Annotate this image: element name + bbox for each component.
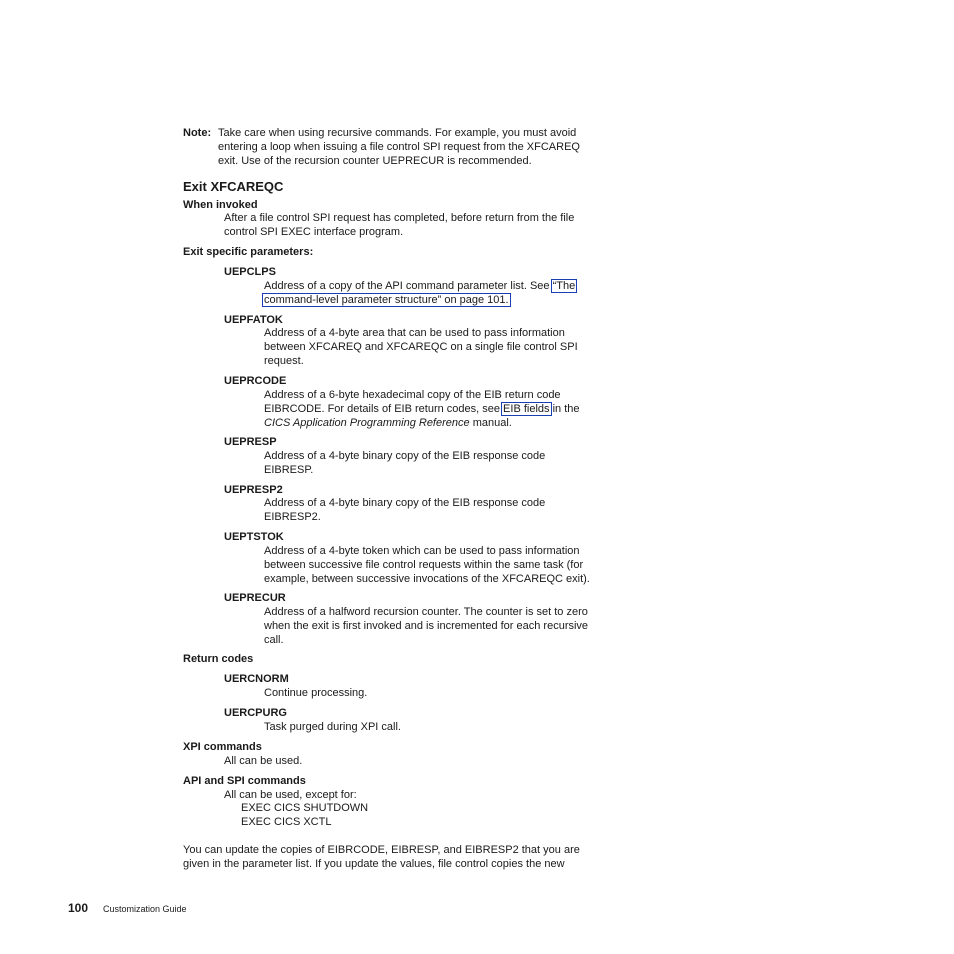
when-invoked-line: After a file control SPI request has completed, before return from the file [224,212,575,224]
param-desc-ueptstok [264,545,590,586]
return-code-desc: Task purged during XPI call. [264,721,401,733]
param-desc-line: Address of a 6-byte hexadecimal copy of the EIB return code [264,389,561,401]
param-desc-ueprcode [264,389,579,430]
api-spi-exception-item: EXEC CICS XCTL [241,815,332,828]
param-name-ueprcode: UEPRCODE [224,375,287,387]
param-name-ueptstok: UEPTSTOK [224,531,284,543]
param-desc-line: example, between successive invocations of the XFCAREQC exit). [264,572,590,585]
parameter-structure-link-cont[interactable]: command-level parameter structure” on page 101. [264,293,509,306]
param-desc-line [264,417,579,431]
when-invoked-text [224,212,574,240]
param-desc-line: call. [264,633,284,646]
section-title: Exit XFCAREQC [183,179,284,194]
book-title: CICS Application Programming Reference [264,416,470,429]
param-name-ueprecur: UEPRECUR [224,592,286,604]
return-code-uercnorm: UERCNORM [224,673,289,685]
xpi-commands-label: XPI commands [183,741,262,753]
parameter-structure-link[interactable]: “The [552,280,576,292]
note-line: exit. Use of the recursion counter UEPRECUR is recommended. [218,154,532,167]
param-name-uepresp: UEPRESP [224,436,277,448]
param-desc-text: EIBRCODE. For details of EIB return codes, see [264,402,504,415]
closing-line: You can update the copies of EIBRCODE, EIBRESP, and EIBRESP2 that you are [183,844,580,856]
param-desc-line: Address of a 4-byte binary copy of the EIB response code [264,450,546,462]
return-code-desc: Continue processing. [264,687,368,699]
param-desc-line: EIBRESP. [264,463,314,476]
param-desc-line: Address of a 4-byte binary copy of the EIB response code [264,497,546,509]
param-desc-line [264,280,575,294]
footer-title: Customization Guide [103,904,187,914]
note-line: entering a loop when issuing a file control SPI request from the XFCAREQ [218,140,580,153]
param-desc-line: between XFCAREQ and XFCAREQC on a single file control SPI [264,340,578,353]
param-desc-text: Address of a copy of the API command parameter list. See [264,280,553,292]
api-spi-exception-item: EXEC CICS SHUTDOWN [241,802,369,814]
param-name-uepclps: UEPCLPS [224,266,276,278]
param-desc-uepclps [264,280,575,308]
param-desc-line [264,294,575,308]
params-label: Exit specific parameters: [183,246,314,258]
when-invoked-line: control SPI EXEC interface program. [224,225,404,238]
xpi-commands-text: All can be used. [224,755,303,767]
note-text [218,127,580,168]
param-desc-text: in the [549,402,580,415]
return-codes-label: Return codes [183,653,254,665]
eib-fields-link[interactable]: EIB fields [503,402,550,415]
param-desc-line: Address of a halfword recursion counter. The counter is set to zero [264,606,588,618]
param-desc-line: Address of a 4-byte token which can be used to pass information [264,545,580,557]
note-line: Take care when using recursive commands. For example, you must avoid [218,127,577,139]
when-invoked-label: When invoked [183,199,258,211]
param-desc-line: request. [264,354,304,367]
param-desc-uepresp2 [264,497,545,525]
param-desc-line: when the exit is first invoked and is incremented for each recursive [264,619,589,632]
closing-paragraph [183,844,580,872]
api-spi-exception-list [241,802,368,830]
param-desc-text: manual. [469,416,512,429]
param-desc-ueprecur [264,606,588,647]
api-spi-commands-text: All can be used, except for: [224,789,357,801]
param-desc-line: Address of a 4-byte area that can be used to pass information [264,327,565,339]
param-desc-uepresp [264,450,545,478]
page-number: 100 [68,901,89,915]
param-desc-uepfatok [264,327,578,368]
closing-line: given in the parameter list. If you update the values, file control copies the new [183,857,565,870]
param-desc-line: EIBRESP2. [264,510,321,523]
param-desc-line [264,403,579,417]
param-name-uepresp2: UEPRESP2 [224,484,283,496]
return-code-uercpurg: UERCPURG [224,707,287,719]
api-spi-commands-label: API and SPI commands [183,775,306,787]
note-label: Note: [183,127,212,139]
param-desc-line: between successive file control requests within the same task (for [264,558,584,571]
param-name-uepfatok: UEPFATOK [224,314,283,326]
